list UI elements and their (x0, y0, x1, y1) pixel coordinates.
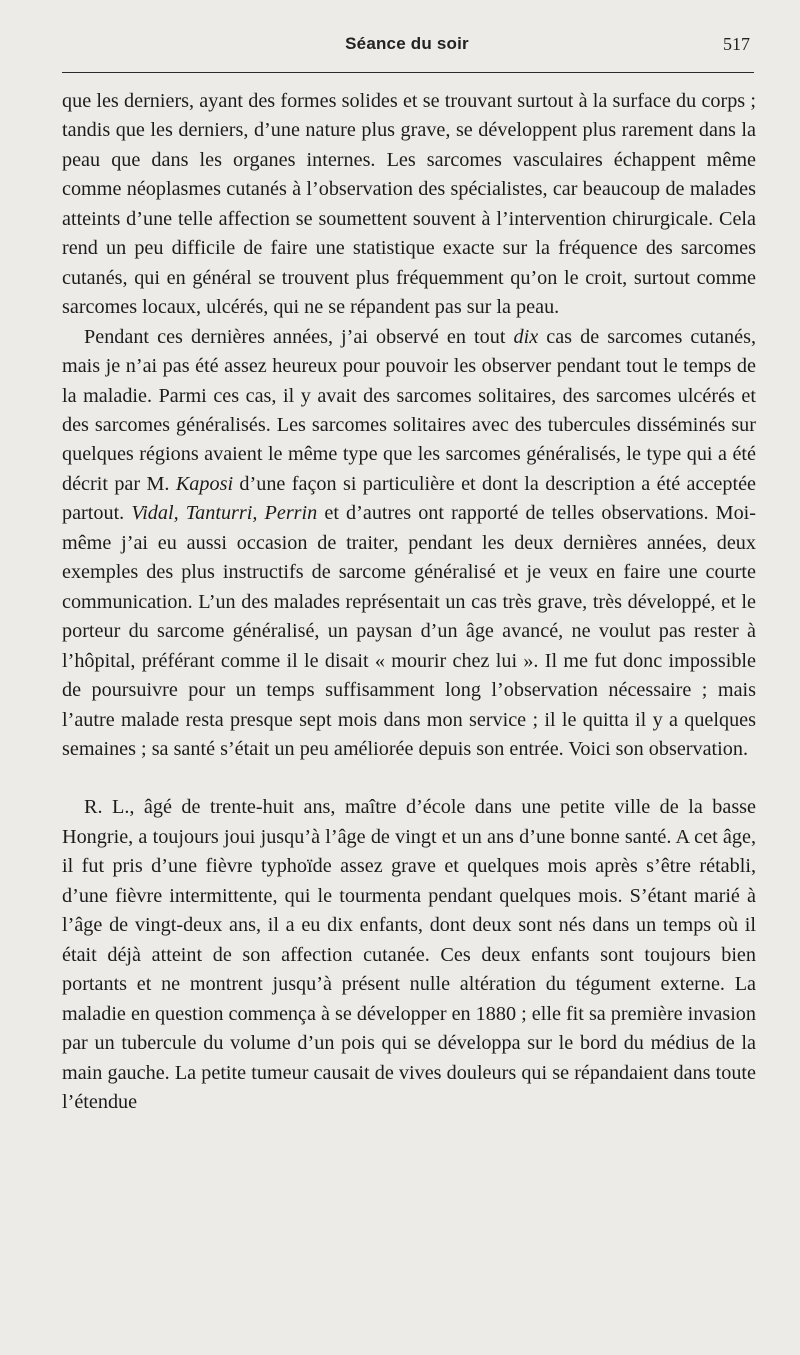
paragraph-3-text: R. L., âgé de trente-huit ans, maître d’école dans une petite ville de la basse Hongrie, a toujours joui jusqu’à l’âge de vingt et un ans d’une bonne santé. A cet âge, il fut pris d’une fièvre typhoïde assez grave et quelques mois après s’être rétabli, d’une fièvre intermittente, qui le tourmenta pendant quelques mois. S’étant marié à l’âge de vingt-deux ans, il a eu dix enfants, dont deux sont nés dans un temps où il était déjà atteint de son affection cutanée. Ces deux enfants sont toujours bien portants et ne montrent jusqu’à présent nulle altération du tégument externe. La maladie en question commença à se développer en 1880 ; elle fit sa première invasion par un tubercule du volume d’un pois qui se développa sur le bord du médius de la main gauche. La petite tumeur causait de vives douleurs qui se répandaient dans toute l’étendue (62, 796, 756, 1113)
paragraph-1-text: que les derniers, ayant des formes solides et se trouvant surtout à la surface du corps ; tandis que les derniers, d’une nature plus grave, se développent plus rarement dans la peau que dans les organes internes. Les sarcomes vasculaires échappent même comme néoplasmes cutanés à l’observation des spécialistes, car beaucoup de malades atteints d’une telle affection se soumettent souvent à l’intervention chirurgicale. Cela rend un peu difficile de faire une statistique exacte sur la fréquence des sarcomes cutanés, qui en général se trouvent plus fréquemment qu’on le croit, surtout comme sarcomes locaux, ulcérés, qui ne se répandent pas sur la peau. (62, 90, 756, 319)
paragraph-2 (62, 323, 756, 765)
header-rule (62, 72, 754, 73)
italic-kaposi: Kaposi (175, 472, 234, 495)
paragraph-2-text-c: d’une façon si particulière et dont la description a été acceptée partout. (62, 472, 756, 525)
running-title: Séance du soir (345, 34, 469, 53)
paragraph-1 (62, 87, 756, 323)
paragraph-2-text-b: cas de sarcomes cutanés, mais je n’ai pas été assez heureux pour pouvoir les observer pendant tout le temps de la maladie. Parmi ces cas, il y avait des sarcomes solitaires, des sarcomes ulcérés et des sarcomes généralisés. Les sarcomes solitaires avec des tubercules disséminés sur quelques régions avaient le même type que les sarcomes généralisés, le type qui a été décrit par M. (62, 325, 756, 495)
running-header (62, 30, 752, 60)
paragraph-2-text-a: Pendant ces dernières années, j’ai observé en tout (84, 325, 514, 348)
italic-dix: dix (513, 325, 539, 348)
paragraph-3 (62, 793, 756, 1117)
paragraph-2-text-d: et d’autres ont rapporté de telles observations. Moi-même j’ai eu aussi occasion de traiter, pendant les deux dernières années, deux exemples des plus instructifs de sarcome généralisé et je veux en faire une courte communication. L’un des malades représentait un cas très grave, très développé, et le porteur du sarcome généralisé, un paysan d’un âge avancé, ne voulut pas rester à l’hôpital, préférant comme il le disait « mourir chez lui ». Il me fut donc impossible de poursuivre pour un temps suffisamment long l’observation nécessaire ; mais l’autre malade resta presque sept mois dans mon service ; il le quitta il y a quelques semaines ; sa santé s’était un peu améliorée depuis son entrée. Voici son observation. (62, 502, 756, 760)
italic-authors: Vidal, Tanturri, Perrin (131, 502, 318, 525)
page-number: 517 (723, 34, 750, 54)
body-text (62, 87, 756, 1117)
